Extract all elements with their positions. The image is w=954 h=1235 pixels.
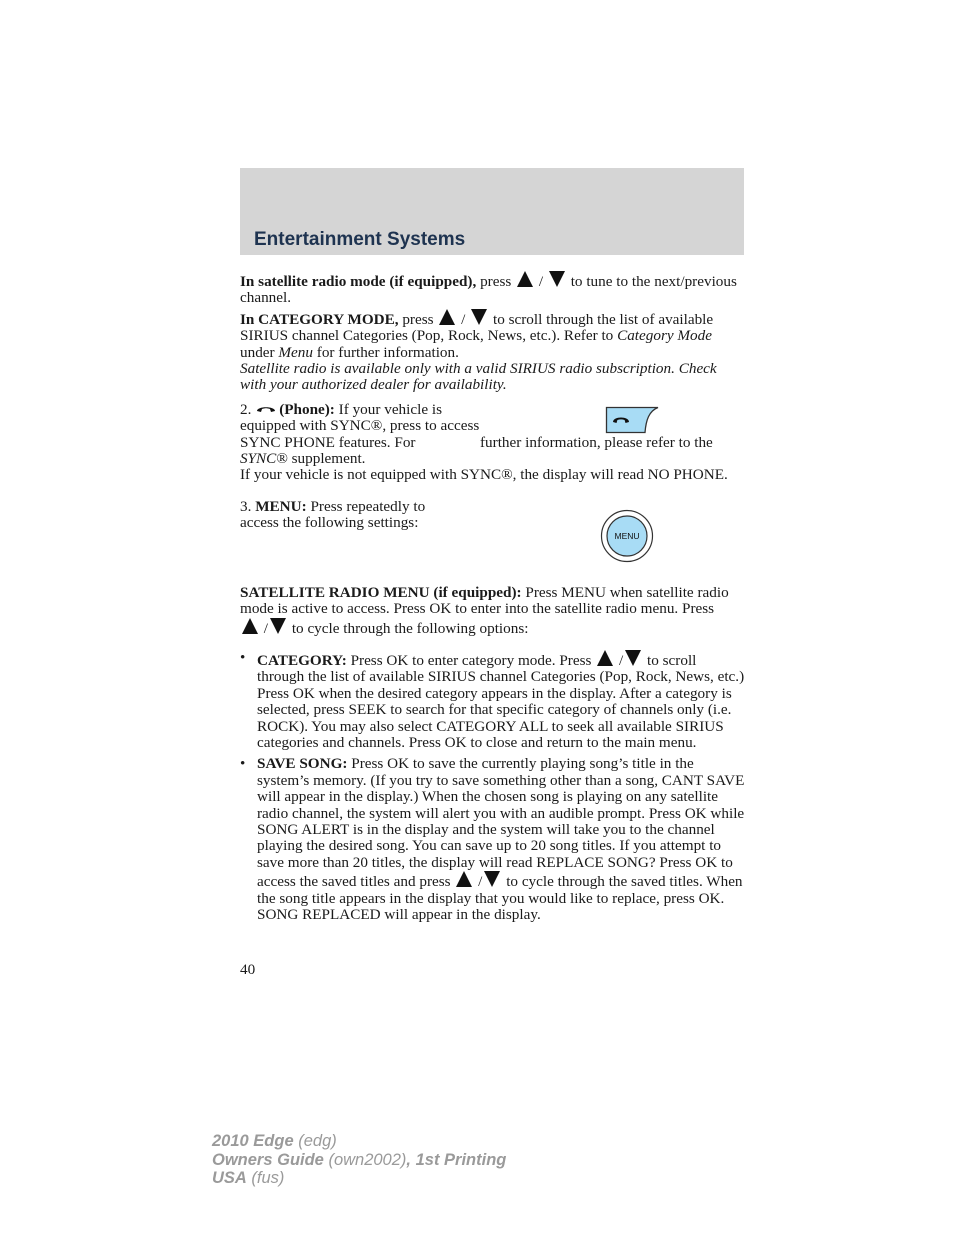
- footer-guide-code: (own2002): [323, 1150, 407, 1169]
- page-content: [240, 271, 745, 923]
- triangle-up-icon: [597, 650, 613, 666]
- triangle-up-icon: [439, 309, 455, 325]
- triangle-down-icon: [471, 309, 487, 325]
- triangle-down-icon: [625, 650, 641, 666]
- category-label: CATEGORY:: [257, 651, 347, 669]
- category-mode-reference: Category Mode: [617, 327, 712, 345]
- text-slash: /: [535, 273, 547, 290]
- footer: [212, 1132, 506, 1188]
- footer-guide: Owners Guide: [212, 1150, 324, 1169]
- menu-label: MENU:: [255, 497, 307, 515]
- phone-text: If your vehicle is equipped with SYNC®, press to access SYNC PHONE features. For: [240, 400, 480, 451]
- satellite-menu-lead: SATELLITE RADIO MENU (if equipped):: [240, 583, 522, 601]
- triangle-up-icon: [456, 871, 472, 887]
- text-under: under: [240, 343, 279, 361]
- text-slash: /: [457, 310, 470, 328]
- sirius-note: [240, 361, 745, 394]
- menu-button[interactable]: [600, 509, 654, 563]
- menu-text: Press repeatedly to access the following settings:: [240, 497, 426, 532]
- satellite-menu-after: to cycle through the following options:: [288, 619, 529, 637]
- triangle-down-icon: [549, 271, 565, 287]
- save-song-text: Press OK to save the currently playing song’s title in the system’s memory. (If you try to save something other than a song, CANT SAVE will appear in the display.) When the chosen song is playing on any satellite radio channel, the system will alert you with an audible prompt. Press OK while SONG ALERT is in the display and the system will take you to the channel playing the desired song. You can save up to 20 song titles. If you attempt to save more than 20 titles, the display will read REPLACE SONG? Press OK to access the saved titles and press: [257, 755, 745, 891]
- category-text-continued: to scroll through the list of available SIRIUS channel Categories (Pop, Rock, News, etc.) Press OK when the desired category appears in the display. After a category is selected, press SEEK to search for that specific category of channels only (i.e. ROCK). You may also select CATEGORY ALL to seek all available SIRIUS categories and channels. Press OK to close and return to the main menu.: [257, 651, 745, 751]
- no-sync-text: If your vehicle is not equipped with SYNC®, the display will read NO PHONE.: [240, 466, 728, 484]
- text-slash: /: [260, 619, 269, 637]
- triangle-up-icon: [517, 271, 533, 287]
- phone-text-continued: further information, please refer to the: [480, 433, 713, 451]
- item-number: 2.: [240, 400, 256, 418]
- menu-button-label: MENU: [614, 531, 640, 541]
- phone-button[interactable]: [605, 406, 661, 434]
- footer-model: 2010 Edge: [212, 1132, 294, 1150]
- phone-label: (Phone):: [279, 400, 335, 418]
- satellite-menu-paragraph: [240, 585, 745, 637]
- menu-paragraph: [240, 499, 460, 532]
- text-slash: /: [615, 651, 624, 669]
- category-mode-paragraph: [240, 309, 745, 361]
- satellite-mode-lead: In satellite radio mode (if equipped),: [240, 273, 477, 290]
- footer-line-3: [212, 1169, 506, 1188]
- sirius-note-text: Satellite radio is available only with a valid SIRIUS radio subscription. Check with your authorized dealer for availability.: [240, 360, 717, 394]
- page-number: 40: [240, 961, 256, 978]
- phone-section: [240, 402, 745, 484]
- text-slash: /: [474, 873, 483, 891]
- item-number: 3.: [240, 497, 256, 515]
- options-list: [240, 650, 745, 924]
- list-item-category: [240, 650, 745, 751]
- satellite-mode-paragraph: [240, 271, 745, 307]
- triangle-up-icon: [242, 618, 258, 634]
- triangle-down-icon: [484, 871, 500, 887]
- text-press: press: [398, 310, 438, 328]
- phone-text-narrow: [240, 402, 480, 451]
- section-header-band: [240, 168, 744, 255]
- save-song-text-continued: to cycle through the saved titles. When the song title appears in the display that you would like to replace, press OK. SONG REPLACED will appear in the display.: [257, 873, 743, 923]
- category-mode-text: to scroll through the list of available SIRIUS channel Categories (Pop, Rock, News, etc.). Refer to: [240, 310, 714, 345]
- sync-supplement: ® supplement.: [276, 450, 366, 468]
- list-item-save-song: [240, 756, 745, 923]
- satellite-menu-text: Press MENU when satellite radio mode is active to access. Press OK to enter into the satellite radio menu. Press: [240, 583, 729, 618]
- text-press: press: [476, 273, 516, 290]
- footer-printing: , 1st Printing: [406, 1150, 507, 1169]
- footer-model-code: (edg): [293, 1132, 337, 1150]
- footer-line-1: [212, 1132, 506, 1151]
- triangle-down-icon: [270, 618, 286, 634]
- footer-region: USA: [212, 1169, 247, 1187]
- section-title: Entertainment Systems: [254, 229, 466, 250]
- menu-reference: Menu: [278, 343, 313, 361]
- phone-paragraph: [240, 402, 745, 484]
- save-song-label: SAVE SONG:: [257, 755, 348, 773]
- satellite-mode-text: to tune to the next/previous channel.: [240, 273, 737, 307]
- category-mode-lead: In CATEGORY MODE,: [240, 310, 399, 328]
- phone-handset-icon: [255, 403, 277, 415]
- footer-region-code: (fus): [246, 1169, 285, 1187]
- bullet: •: [240, 755, 246, 773]
- footer-line-2: [212, 1151, 506, 1170]
- sync-italic: SYNC: [240, 450, 277, 468]
- category-mode-end: for further information.: [312, 343, 459, 361]
- bullet: •: [240, 648, 246, 666]
- category-text: Press OK to enter category mode. Press: [346, 651, 596, 669]
